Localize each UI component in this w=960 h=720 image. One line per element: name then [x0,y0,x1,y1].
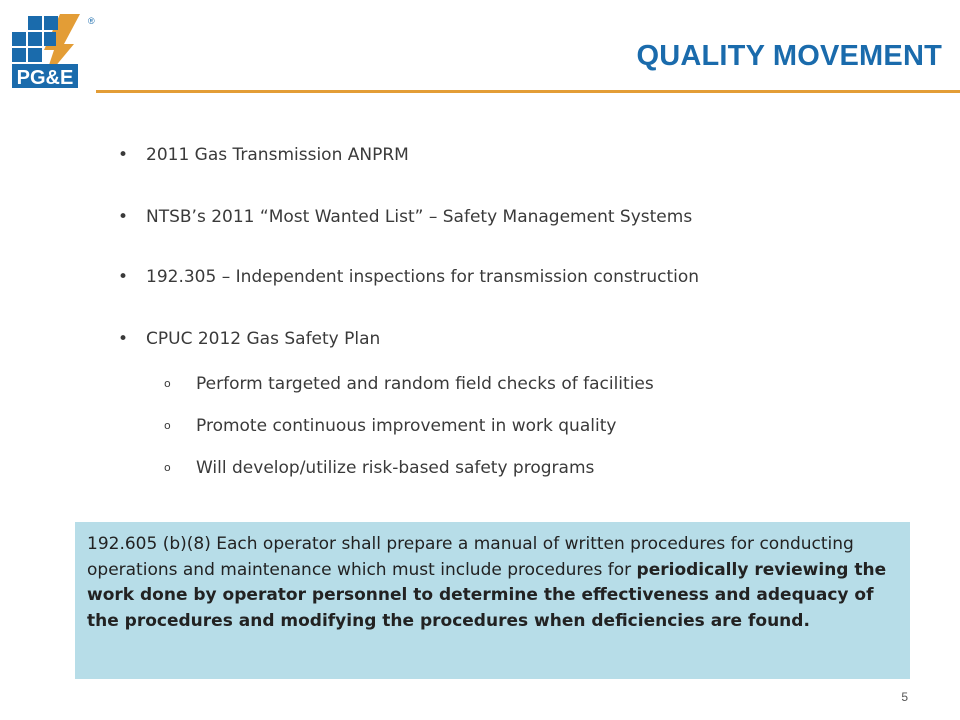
bullet-item [118,207,692,227]
bullet-symbol: • [118,207,129,227]
sub-bullet-text: Will develop/utilize risk-based safety programs [196,458,595,478]
registered-mark: ® [88,16,95,26]
bullet-text: CPUC 2012 Gas Safety Plan [146,329,381,349]
bullet-symbol: • [118,267,129,287]
sub-bullet-item [164,416,616,436]
sub-bullet-item [164,458,594,478]
pge-logo-graphic [8,10,100,92]
bullet-text: 2011 Gas Transmission ANPRM [146,145,409,165]
pge-logo [8,10,100,92]
bullet-item [118,329,380,349]
bullet-symbol: • [118,329,129,349]
sub-bullet-item [164,374,654,394]
slide-title: QUALITY MOVEMENT [636,40,942,72]
bullet-text: NTSB’s 2011 “Most Wanted List” – Safety Management Systems [146,207,693,227]
sub-bullet-symbol: o [164,377,171,390]
page-number: 5 [901,690,908,704]
bullet-text: 192.305 – Independent inspections for transmission construction [146,267,700,287]
bullet-item [118,267,699,287]
sub-bullet-symbol: o [164,461,171,474]
callout-regular-text: 192.605 (b)(8) Each operator shall prepare a manual of written procedures for conducting operations and maintenance which must include procedures for [87,534,854,580]
logo-text: PG&E [16,67,74,89]
bullet-item [118,145,409,165]
callout-bold-text: periodically reviewing the work done by operator personnel to determine the effectiveness and adequacy of the procedures and modifying the procedures when deficiencies are found. [87,559,887,631]
bullet-symbol: • [118,145,129,165]
sub-bullet-symbol: o [164,419,171,432]
sub-bullet-text: Promote continuous improvement in work quality [196,416,617,436]
sub-bullet-text: Perform targeted and random field checks of facilities [196,374,654,394]
regulation-callout [75,522,910,679]
title-divider [96,90,960,93]
